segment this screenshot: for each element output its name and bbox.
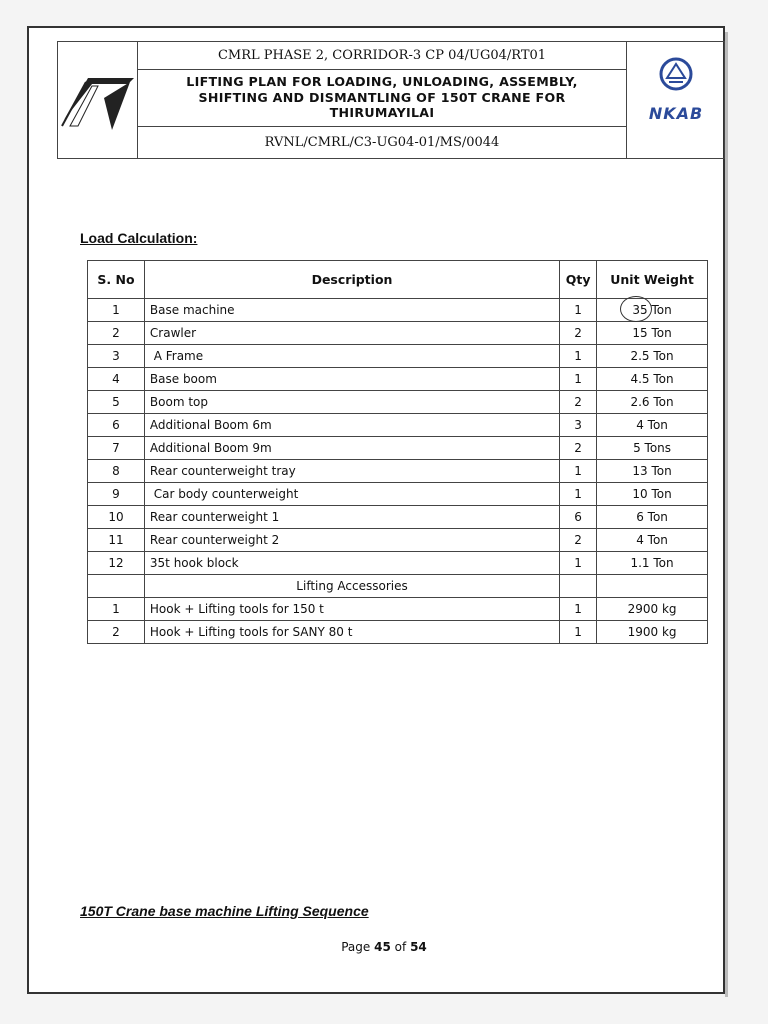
table-row [88, 460, 708, 483]
cell-qty: 1 [560, 483, 597, 506]
title-line-1: LIFTING PLAN FOR LOADING, UNLOADING, ASSEMBLY, [186, 74, 578, 89]
cell-unit-weight: 4 Ton [597, 529, 708, 552]
cell-description: Base boom [144, 368, 559, 391]
table-row [88, 414, 708, 437]
header-unit-weight: Unit Weight [597, 261, 708, 299]
page-total: 54 [410, 940, 427, 954]
cell-qty: 1 [560, 460, 597, 483]
cell-sno: 10 [88, 506, 145, 529]
table-row [88, 552, 708, 575]
cell-unit-weight: 2.5 Ton [597, 345, 708, 368]
cell-sno: 4 [88, 368, 145, 391]
cell-description: Hook + Lifting tools for SANY 80 t [144, 621, 559, 644]
header-qty: Qty [560, 261, 597, 299]
cell-qty: 2 [560, 322, 597, 345]
cell-qty: 2 [560, 529, 597, 552]
nkab-emblem-icon [659, 54, 693, 94]
cell-qty: 1 [560, 598, 597, 621]
cell-empty [597, 575, 708, 598]
cell-sno: 3 [88, 345, 145, 368]
cell-unit-weight: 13 Ton [597, 460, 708, 483]
table-row [88, 368, 708, 391]
cell-unit-weight: 4.5 Ton [597, 368, 708, 391]
cell-description: 35t hook block [144, 552, 559, 575]
cell-description: Rear counterweight tray [144, 460, 559, 483]
document-title [138, 70, 626, 127]
accessories-label: Lifting Accessories [144, 575, 559, 598]
table-row [88, 529, 708, 552]
page-of: of [394, 940, 407, 954]
cell-description: Rear counterweight 2 [144, 529, 559, 552]
cell-empty [560, 575, 597, 598]
cell-description: Car body counterweight [144, 483, 559, 506]
cell-qty: 1 [560, 368, 597, 391]
table-row [88, 598, 708, 621]
cell-description: Additional Boom 6m [144, 414, 559, 437]
cell-qty: 6 [560, 506, 597, 529]
cell-qty: 1 [560, 299, 597, 322]
nkab-logo-text: NKAB [648, 104, 704, 123]
table-row [88, 322, 708, 345]
table-row [88, 506, 708, 529]
sequence-title: 150T Crane base machine Lifting Sequence [80, 903, 369, 919]
load-calculation-table [87, 260, 708, 644]
page-current: 45 [374, 940, 391, 954]
cell-unit-weight: 15 Ton [597, 322, 708, 345]
document-header [57, 41, 725, 161]
cell-empty [88, 575, 145, 598]
cell-description: Rear counterweight 1 [144, 506, 559, 529]
cell-unit-weight: 1900 kg [597, 621, 708, 644]
cell-sno: 12 [88, 552, 145, 575]
left-logo-cell [57, 41, 137, 159]
header-description: Description [144, 261, 559, 299]
cell-unit-weight: 2.6 Ton [597, 391, 708, 414]
title-line-2: SHIFTING AND DISMANTLING OF 150T CRANE FOR [198, 89, 566, 105]
cell-sno: 6 [88, 414, 145, 437]
cell-unit-weight: 4 Ton [597, 414, 708, 437]
cell-description: Crawler [144, 322, 559, 345]
rvnl-logo-icon [58, 42, 138, 160]
cell-qty: 3 [560, 414, 597, 437]
header-sno: S. No [88, 261, 145, 299]
cell-unit-weight: 5 Tons [597, 437, 708, 460]
page-prefix: Page [341, 940, 371, 954]
cell-description: Hook + Lifting tools for 150 t [144, 598, 559, 621]
cell-description: A Frame [144, 345, 559, 368]
cell-qty: 2 [560, 391, 597, 414]
table-row [88, 299, 708, 322]
cell-sno: 1 [88, 598, 145, 621]
cell-description: Boom top [144, 391, 559, 414]
cell-sno: 9 [88, 483, 145, 506]
cell-qty: 1 [560, 552, 597, 575]
page-number [0, 940, 768, 954]
cell-unit-weight: 10 Ton [597, 483, 708, 506]
cell-unit-weight: 35 Ton [597, 299, 708, 322]
table-header-row [88, 261, 708, 299]
cell-qty: 2 [560, 437, 597, 460]
table-row [88, 345, 708, 368]
cell-sno: 5 [88, 391, 145, 414]
table-row [88, 483, 708, 506]
cell-unit-weight: 1.1 Ton [597, 552, 708, 575]
cell-sno: 8 [88, 460, 145, 483]
cell-unit-weight: 6 Ton [597, 506, 708, 529]
cell-sno: 2 [88, 322, 145, 345]
cell-qty: 1 [560, 345, 597, 368]
right-logo-cell [627, 41, 725, 159]
cell-sno: 2 [88, 621, 145, 644]
cell-unit-weight: 2900 kg [597, 598, 708, 621]
title-line-3: THIRUMAYILAI [329, 105, 435, 120]
table-row [88, 391, 708, 414]
project-code: CMRL PHASE 2, CORRIDOR-3 CP 04/UG04/RT01 [138, 42, 626, 70]
document-reference: RVNL/CMRL/C3-UG04-01/MS/0044 [264, 135, 500, 150]
cell-sno: 1 [88, 299, 145, 322]
cell-description: Base machine [144, 299, 559, 322]
cell-sno: 11 [88, 529, 145, 552]
header-title-block [137, 41, 627, 159]
section-title: Load Calculation: [80, 230, 198, 246]
cell-qty: 1 [560, 621, 597, 644]
cell-description: Additional Boom 9m [144, 437, 559, 460]
table-row [88, 437, 708, 460]
accessories-subheader-row [88, 575, 708, 598]
table-row [88, 621, 708, 644]
cell-sno: 7 [88, 437, 145, 460]
